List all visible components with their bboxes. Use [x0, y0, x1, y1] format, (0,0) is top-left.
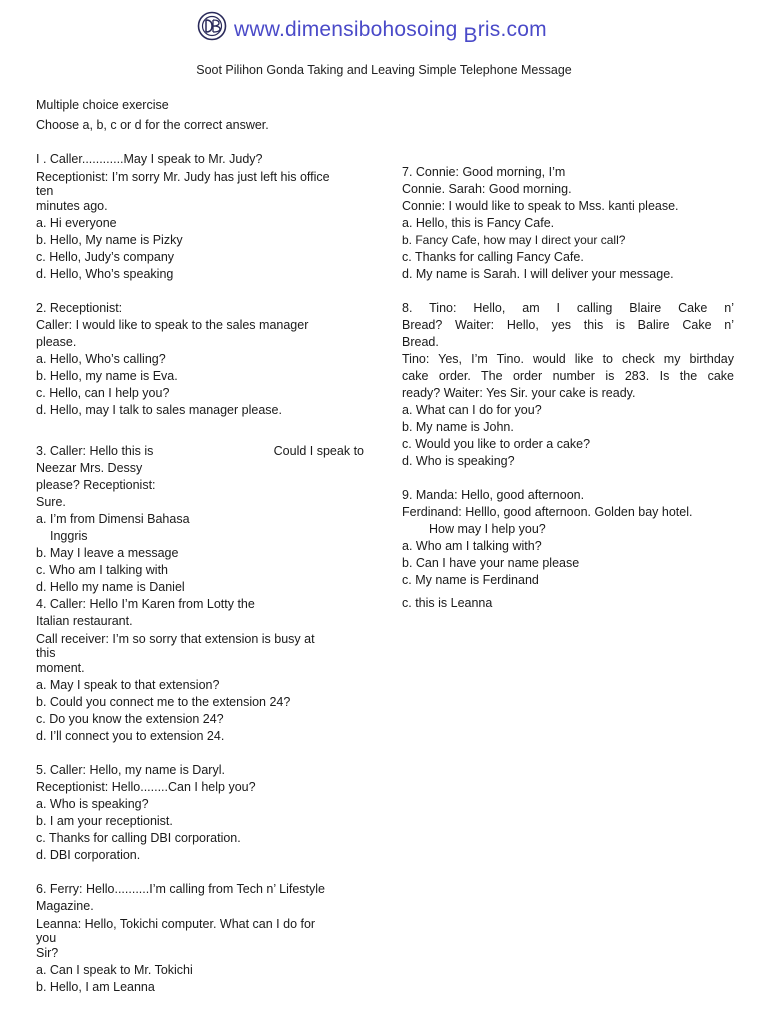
q8-line: Bread? Waiter: Hello, yes this is Balire Cake n’	[402, 318, 734, 332]
q6-line: Sir?	[36, 946, 59, 960]
q3-first-line	[36, 443, 366, 460]
left-column	[36, 97, 366, 996]
q7-option-a: a. Hello, this is Fancy Cafe.	[402, 216, 555, 230]
q9-line: 9. Manda: Hello, good afternoon.	[402, 488, 585, 502]
q8-line: cake order. The order number is 283. Is the cake	[402, 369, 734, 383]
q3-option-a-cont: Inggris	[50, 529, 88, 543]
q6-line: you	[36, 931, 57, 945]
q2-option-b: b. Hello, my name is Eva.	[36, 369, 178, 383]
q4-line: Italian restaurant.	[36, 614, 133, 628]
question-8	[402, 300, 734, 470]
q9-line: How may I help you?	[429, 522, 546, 536]
q2-line: please.	[36, 335, 77, 349]
question-2	[36, 300, 366, 419]
q9-option-d: c. this is Leanna	[402, 596, 493, 610]
q9-option-a: a. Who am I talking with?	[402, 539, 542, 553]
page-header	[0, 8, 768, 48]
site-url[interactable]	[234, 18, 547, 47]
q9-option-c: c. My name is Ferdinand	[402, 573, 539, 587]
dimensi-logo-icon	[197, 11, 227, 41]
q2-line: 2. Receptionist:	[36, 301, 123, 315]
q3-line: Sure.	[36, 495, 66, 509]
q8-line: Bread.	[402, 335, 439, 349]
q5-line: Receptionist: Hello........Can I help you?	[36, 780, 256, 794]
q5-option-c: c. Thanks for calling DBI corporation.	[36, 831, 241, 845]
q4-line: 4. Caller: Hello I’m Karen from Lotty the	[36, 597, 255, 611]
q2-option-a: a. Hello, Who’s calling?	[36, 352, 166, 366]
q1-option-d: d. Hello, Who’s speaking	[36, 267, 174, 281]
site-end: ris.com	[477, 18, 547, 41]
q8-option-a: a. What can I do for you?	[402, 403, 542, 417]
q3-option-b: b. May I leave a message	[36, 546, 179, 560]
question-4	[36, 596, 366, 745]
q7-line: Connie. Sarah: Good morning.	[402, 182, 572, 196]
q5-option-d: d. DBI corporation.	[36, 848, 141, 862]
question-3	[36, 443, 366, 596]
q4-option-a: a. May I speak to that extension?	[36, 678, 220, 692]
q3-line-start: 3. Caller: Hello this is	[36, 444, 154, 458]
q9-option-b: b. Can I have your name please	[402, 556, 580, 570]
q6-line: 6. Ferry: Hello..........I’m calling from Tech n’ Lifestyle	[36, 882, 325, 896]
q2-option-c: c. Hello, can I help you?	[36, 386, 170, 400]
q1-line: I . Caller............May I speak to Mr. Judy?	[36, 152, 263, 166]
q4-line: Call receiver: I’m so sorry that extension is busy at	[36, 632, 315, 646]
q7-option-c: c. Thanks for calling Fancy Cafe.	[402, 250, 584, 264]
q7-line: Connie: I would like to speak to Mss. kanti please.	[402, 199, 679, 213]
q3-option-d: d. Hello my name is Daniel	[36, 580, 185, 594]
q8-option-d: d. Who is speaking?	[402, 454, 515, 468]
question-7	[402, 164, 734, 283]
q6-option-a: a. Can I speak to Mr. Tokichi	[36, 963, 193, 977]
q1-line: Receptionist: I’m sorry Mr. Judy has just left his office	[36, 170, 330, 184]
right-column	[402, 164, 734, 612]
question-1	[36, 151, 366, 283]
q3-line-end: Could I speak to	[273, 444, 364, 458]
question-6	[36, 881, 366, 996]
exercise-heading: Multiple choice exercise	[36, 98, 169, 112]
q4-line: moment.	[36, 661, 85, 675]
q6-line: Magazine.	[36, 899, 94, 913]
q4-line: this	[36, 646, 56, 660]
q9-line: Ferdinand: Helllo, good afternoon. Golden bay hotel.	[402, 505, 693, 519]
q5-line: 5. Caller: Hello, my name is Daryl.	[36, 763, 225, 777]
q3-option-a: a. I’m from Dimensi Bahasa	[36, 512, 190, 526]
q4-option-b: b. Could you connect me to the extension 24?	[36, 695, 291, 709]
q1-option-a: a. Hi everyone	[36, 216, 117, 230]
question-9	[402, 487, 734, 612]
site-main: www.dimensibohosoing	[234, 18, 464, 41]
q2-option-d: d. Hello, may I talk to sales manager please.	[36, 403, 282, 417]
q8-line: ready? Waiter: Yes Sir. your cake is ready.	[402, 386, 636, 400]
q4-option-c: c. Do you know the extension 24?	[36, 712, 224, 726]
q3-line: please? Receptionist:	[36, 478, 156, 492]
q8-line: Tino: Yes, I’m Tino. would like to check my birthday	[402, 352, 734, 366]
q1-line: ten	[36, 184, 54, 198]
q2-line: Caller: I would like to speak to the sales manager	[36, 318, 309, 332]
q8-option-c: c. Would you like to order a cake?	[402, 437, 591, 451]
exercise-instruction: Choose a, b, c or d for the correct answer.	[36, 118, 269, 132]
question-5	[36, 762, 366, 864]
q5-option-a: a. Who is speaking?	[36, 797, 149, 811]
q7-line: 7. Connie: Good morning, I’m	[402, 165, 566, 179]
q3-line: Neezar Mrs. Dessy	[36, 461, 143, 475]
q8-line: 8. Tino: Hello, am I calling Blaire Cake n’	[402, 301, 734, 315]
q4-option-d: d. I’ll connect you to extension 24.	[36, 729, 225, 743]
q6-option-b: b. Hello, I am Leanna	[36, 980, 155, 994]
page-title: Soot Pilihon Gonda Taking and Leaving Simple Telephone Message	[196, 63, 572, 77]
q5-option-b: b. I am your receptionist.	[36, 814, 173, 828]
q1-option-c: c. Hello, Judy’s company	[36, 250, 175, 264]
q6-line: Leanna: Hello, Tokichi computer. What can I do for	[36, 917, 316, 931]
site-sub: B	[463, 24, 478, 47]
q7-option-b: b. Fancy Cafe, how may I direct your call?	[402, 233, 626, 247]
q1-option-b: b. Hello, My name is Pizky	[36, 233, 183, 247]
q3-option-c: c. Who am I talking with	[36, 563, 168, 577]
q8-option-b: b. My name is John.	[402, 420, 514, 434]
q7-option-d: d. My name is Sarah. I will deliver your message.	[402, 267, 674, 281]
q1-line: minutes ago.	[36, 199, 108, 213]
